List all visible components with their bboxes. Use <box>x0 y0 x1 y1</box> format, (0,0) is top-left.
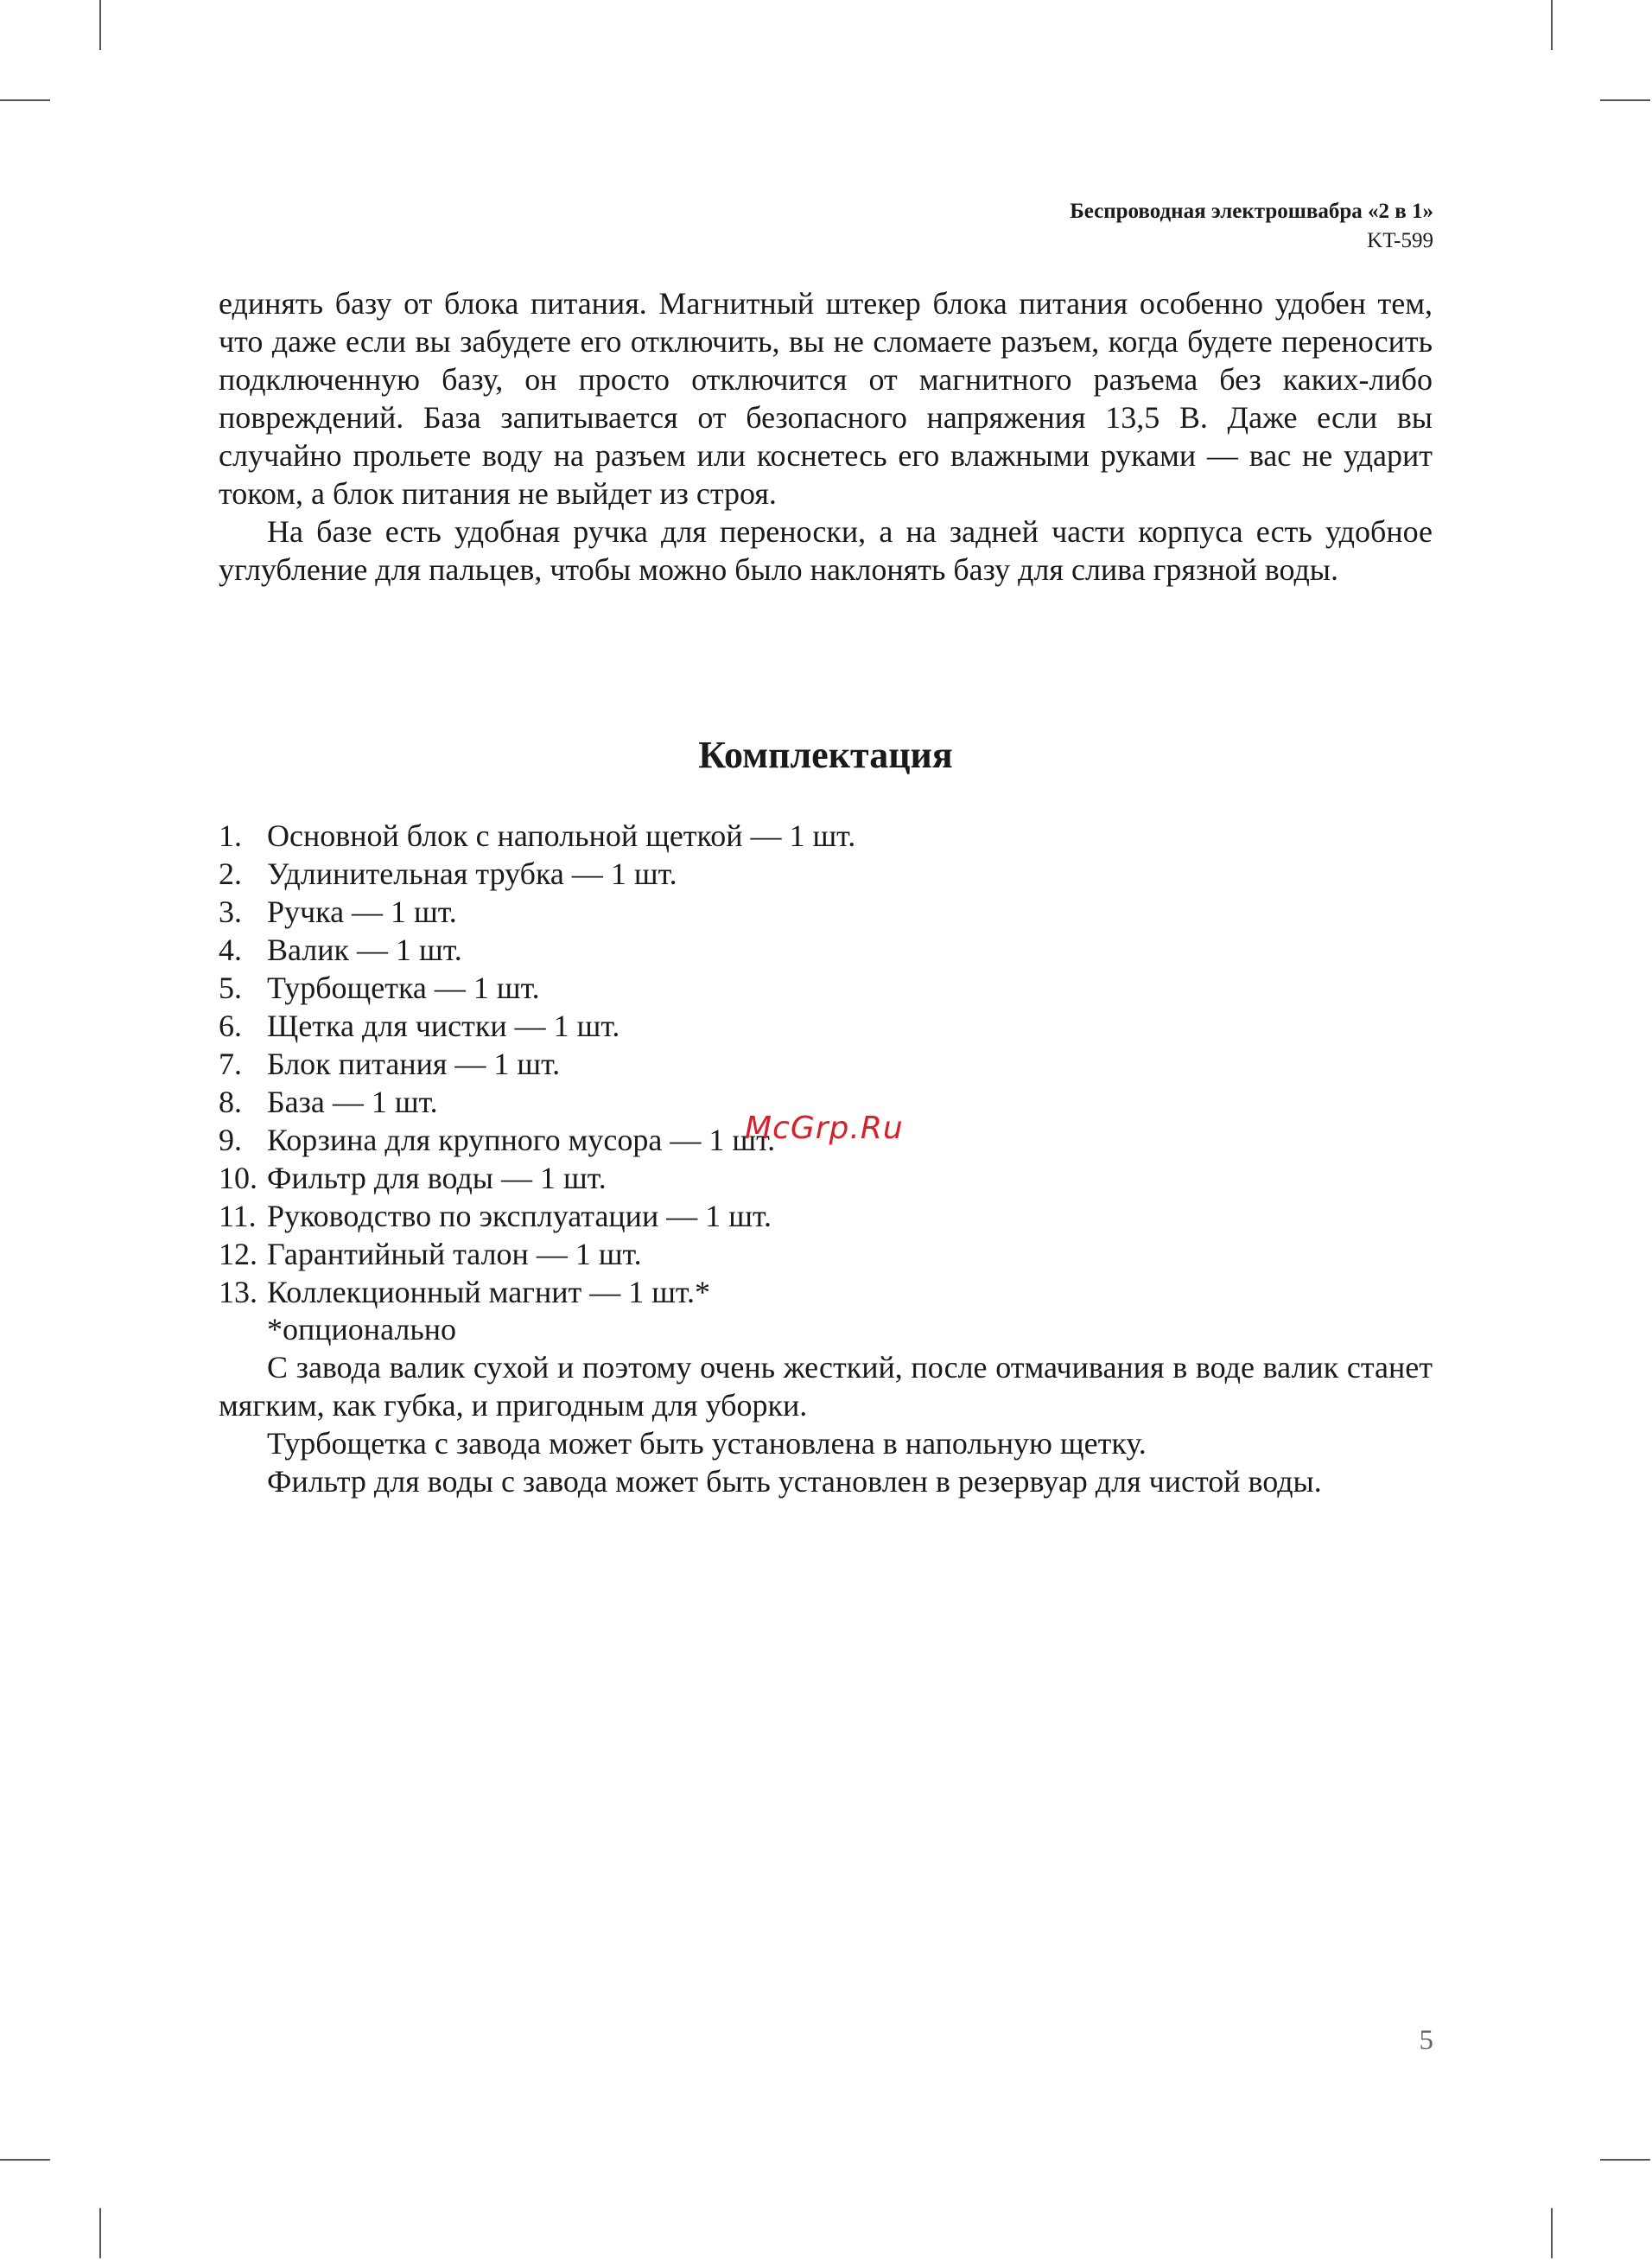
intro-paragraph: На базе есть удобная ручка для переноски, а на задней части корпуса есть удобное углубление для пальцев, чтобы можно было наклонять базу для слива грязной воды. <box>219 514 1433 587</box>
closing-paragraph: С завода валик сухой и поэтому очень жесткий, после отмачивания в воде валик станет мягким, как губка, и пригодным для уборки. <box>219 1350 1433 1423</box>
list-item-number: 9. <box>219 1123 242 1157</box>
crop-mark-bottom-right-vertical <box>1551 2208 1553 2258</box>
list-item-number: 1. <box>219 818 242 853</box>
list-item-number: 2. <box>219 856 242 891</box>
closing-paragraph: Фильтр для воды с завода может быть установлен в резервуар для чистой воды. <box>267 1464 1322 1499</box>
crop-mark-bottom-left-vertical <box>99 2208 101 2258</box>
list-item-number: 6. <box>219 1009 242 1043</box>
list-item <box>219 893 1433 931</box>
list-item-text: Корзина для крупного мусора — 1 шт. <box>267 1123 776 1157</box>
list-item <box>219 1045 1433 1083</box>
list-item-text: Валик — 1 шт. <box>267 933 462 967</box>
list-item <box>219 969 1433 1007</box>
list-item-number: 10. <box>219 1161 257 1195</box>
list-item-number: 7. <box>219 1047 242 1081</box>
list-item <box>219 817 1433 855</box>
crop-mark-bottom-left-horizontal <box>0 2159 50 2161</box>
list-item-number: 13. <box>219 1275 257 1309</box>
crop-mark-top-left-vertical <box>99 0 101 50</box>
list-item-text: Коллекционный магнит — 1 шт.* <box>267 1275 710 1309</box>
list-item <box>219 1235 1433 1273</box>
list-item-number: 8. <box>219 1085 242 1119</box>
list-item <box>219 1007 1433 1045</box>
footnote: *опционально <box>267 1312 457 1346</box>
watermark: McGrp.Ru <box>745 1111 904 1146</box>
crop-mark-top-right-horizontal <box>1600 99 1650 101</box>
crop-mark-top-left-horizontal <box>0 99 50 101</box>
list-item-number: 5. <box>219 971 242 1005</box>
list-item-text: Руководство по эксплуатации — 1 шт. <box>267 1199 772 1233</box>
list-item-text: Блок питания — 1 шт. <box>267 1047 561 1081</box>
header-title: Беспроводная электрошвабра «2 в 1» <box>1070 200 1433 223</box>
intro-text <box>219 284 1433 589</box>
crop-mark-bottom-right-horizontal <box>1600 2159 1650 2161</box>
list-item-number: 12. <box>219 1237 257 1271</box>
list-item-text: Ручка — 1 шт. <box>267 894 457 929</box>
list-item-text: Щетка для чистки — 1 шт. <box>267 1009 620 1043</box>
list-item-text: Удлинительная трубка — 1 шт. <box>267 856 677 891</box>
list-item-text: Фильтр для воды — 1 шт. <box>267 1161 607 1195</box>
list-item-text: База — 1 шт. <box>267 1085 438 1119</box>
list-item <box>219 855 1433 893</box>
intro-paragraph: единять базу от блока питания. Магнитный штекер блока питания особенно удобен тем, что даже если вы забудете его отключить, вы не сломаете разъем, когда будете переносить подключенную базу, он просто отключится от магнитного разъема без каких-либо повреждений. База запитывается от безопасного напряжения 13,5 В. Даже если вы случайно прольете воду на разъем или коснетесь его влажными руками — вас не ударит током, а блок питания не выйдет из строя. <box>219 286 1433 511</box>
page-number: 5 <box>1419 2025 1433 2056</box>
list-item <box>219 1273 1433 1311</box>
list-item-text: Турбощетка — 1 шт. <box>267 971 540 1005</box>
list-item <box>219 1159 1433 1197</box>
list-item-number: 4. <box>219 933 242 967</box>
list-item <box>219 1197 1433 1235</box>
equipment-list <box>219 817 1433 1311</box>
section-title: Комплектация <box>698 734 953 776</box>
header-model: KT-599 <box>1367 229 1433 252</box>
list-item-text: Основной блок с напольной щеткой — 1 шт. <box>267 818 856 853</box>
list-item-text: Гарантийный талон — 1 шт. <box>267 1237 642 1271</box>
running-header <box>1070 197 1433 256</box>
list-item-number: 11. <box>219 1199 257 1233</box>
closing-paragraph: Турбощетка с завода может быть установлена в напольную щетку. <box>267 1426 1147 1461</box>
list-item <box>219 931 1433 969</box>
closing-text <box>219 1310 1433 1500</box>
crop-mark-top-right-vertical <box>1551 0 1553 50</box>
list-item-number: 3. <box>219 894 242 929</box>
